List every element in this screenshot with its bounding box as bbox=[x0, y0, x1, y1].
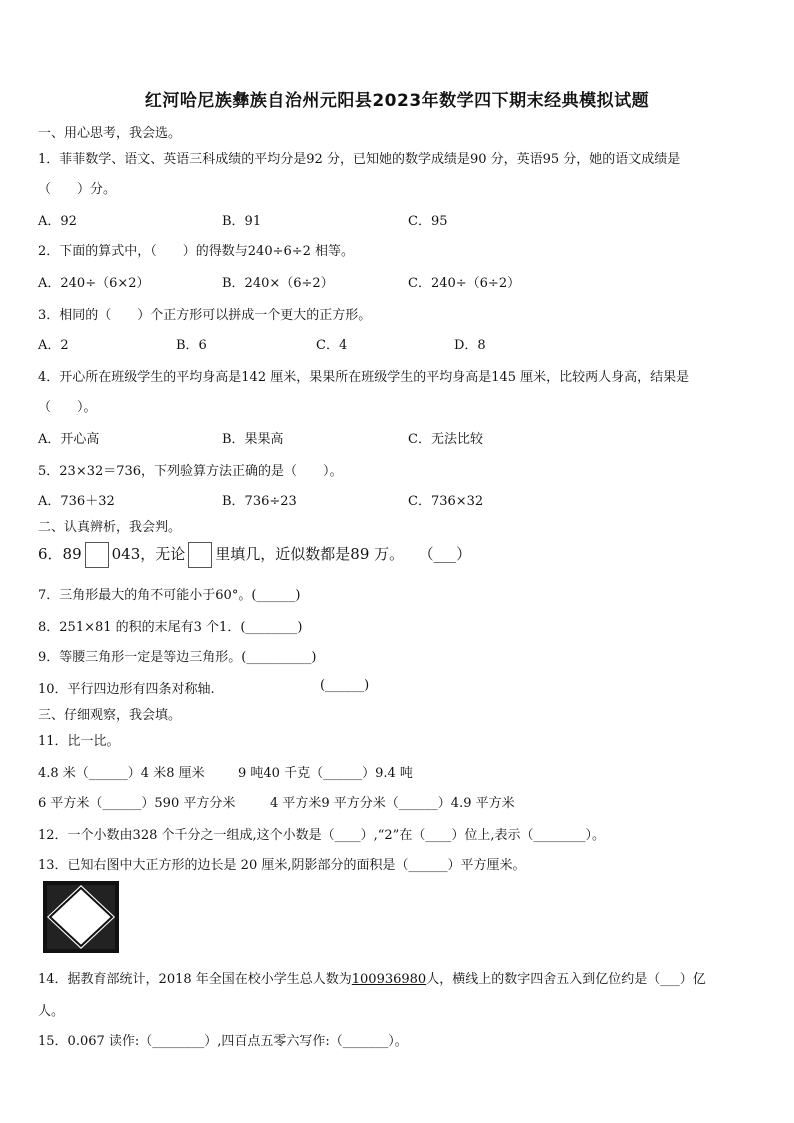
square-figure bbox=[42, 880, 120, 954]
question-5-option-c: C．736×32 bbox=[408, 494, 484, 509]
question-4-option-c: C．无法比较 bbox=[408, 432, 483, 447]
question-1-line2: （ ）分。 bbox=[38, 182, 117, 197]
question-9: 9．等腰三角形一定是等边三角形。(__________) bbox=[38, 650, 317, 665]
question-14-number: 100936980 bbox=[351, 972, 427, 987]
page-title: 红河哈尼族彝族自治州元阳县2023年数学四下期末经典模拟试题 bbox=[144, 91, 650, 111]
question-6-answer-blank: （___） bbox=[426, 545, 472, 563]
question-6-box-2 bbox=[188, 542, 212, 568]
question-15: 15．0.067 读作:（________）,四百点五零六写作:（_______）。 bbox=[38, 1034, 408, 1049]
question-5-option-b: B．736÷23 bbox=[222, 494, 297, 509]
question-4-line2: （ ）。 bbox=[38, 400, 97, 415]
question-6-part2: 043，无论 bbox=[111, 545, 186, 563]
question-3-option-a: A．2 bbox=[38, 338, 69, 353]
question-1-option-a: A．92 bbox=[38, 214, 77, 229]
question-2-option-a: A．240÷（6×2） bbox=[38, 276, 150, 291]
question-4-option-a: A．开心高 bbox=[38, 432, 100, 447]
question-14-post: 人，横线上的数字四舍五入到亿位约是（___）亿 bbox=[426, 972, 706, 987]
question-5-option-a: A．736＋32 bbox=[38, 494, 115, 509]
question-2-stem: 2．下面的算式中，（ ）的得数与240÷6÷2 相等。 bbox=[38, 244, 355, 259]
question-11-row1-a: 4.8 米（______）4 米8 厘米 bbox=[38, 766, 205, 781]
question-3-option-d: D．8 bbox=[454, 338, 486, 353]
question-12: 12．一个小数由328 个千分之一组成,这个小数是（____）,“2”在（____）位上,表示（________）。 bbox=[38, 828, 605, 843]
question-11-row2-a: 6 平方米（______）590 平方分米 bbox=[38, 796, 236, 811]
question-6-box-1 bbox=[85, 542, 109, 568]
section-2-heading: 二、认真辨析，我会判。 bbox=[38, 520, 182, 535]
question-10-stem: 10．平行四边形有四条对称轴. bbox=[38, 682, 215, 697]
section-3-heading: 三、仔细观察，我会填。 bbox=[38, 708, 182, 723]
question-2-option-c: C．240÷（6÷2） bbox=[408, 276, 521, 291]
question-14-line1 bbox=[38, 968, 706, 987]
section-1-heading: 一、用心思考，我会选。 bbox=[38, 126, 182, 141]
question-10-blank: (______) bbox=[320, 678, 370, 693]
question-4-line1: 4．开心所在班级学生的平均身高是142 厘米，果果所在班级学生的平均身高是145 厘米，比较两人身高，结果是 bbox=[38, 370, 690, 385]
question-3-option-c: C．4 bbox=[316, 338, 348, 353]
question-11-row2-b: 4 平方米9 平方分米（______）4.9 平方米 bbox=[270, 796, 515, 811]
question-11-row1-b: 9 吨40 千克（______）9.4 吨 bbox=[238, 766, 413, 781]
question-6 bbox=[38, 542, 471, 568]
question-2-option-b: B．240×（6÷2） bbox=[222, 276, 334, 291]
question-8: 8．251×81 的积的末尾有3 个1．(________) bbox=[38, 620, 303, 635]
question-3-stem: 3．相同的（ ）个正方形可以拼成一个更大的正方形。 bbox=[38, 308, 372, 323]
question-14-line2: 人。 bbox=[38, 1004, 65, 1019]
question-4-option-b: B．果果高 bbox=[222, 432, 284, 447]
question-7: 7．三角形最大的角不可能小于60°。(______) bbox=[38, 588, 301, 603]
question-14-pre: 14．据教育部统计，2018 年全国在校小学生总人数为 bbox=[38, 972, 352, 987]
question-6-part3: 里填几，近似数都是89 万。 bbox=[215, 545, 405, 563]
question-11-stem: 11．比一比。 bbox=[38, 734, 120, 749]
question-5-stem: 5．23×32＝736，下列验算方法正确的是（ ）。 bbox=[38, 464, 343, 479]
question-1-option-c: C．95 bbox=[408, 214, 448, 229]
question-13: 13．已知右图中大正方形的边长是 20 厘米,阴影部分的面积是（______）平方厘米。 bbox=[38, 858, 526, 873]
question-6-part1: 6．89 bbox=[38, 545, 82, 563]
question-1-line1: 1．菲菲数学、语文、英语三科成绩的平均分是92 分，已知她的数学成绩是90 分，英语95 分，她的语文成绩是 bbox=[38, 152, 681, 167]
question-1-option-b: B．91 bbox=[222, 214, 262, 229]
question-3-option-b: B．6 bbox=[176, 338, 207, 353]
